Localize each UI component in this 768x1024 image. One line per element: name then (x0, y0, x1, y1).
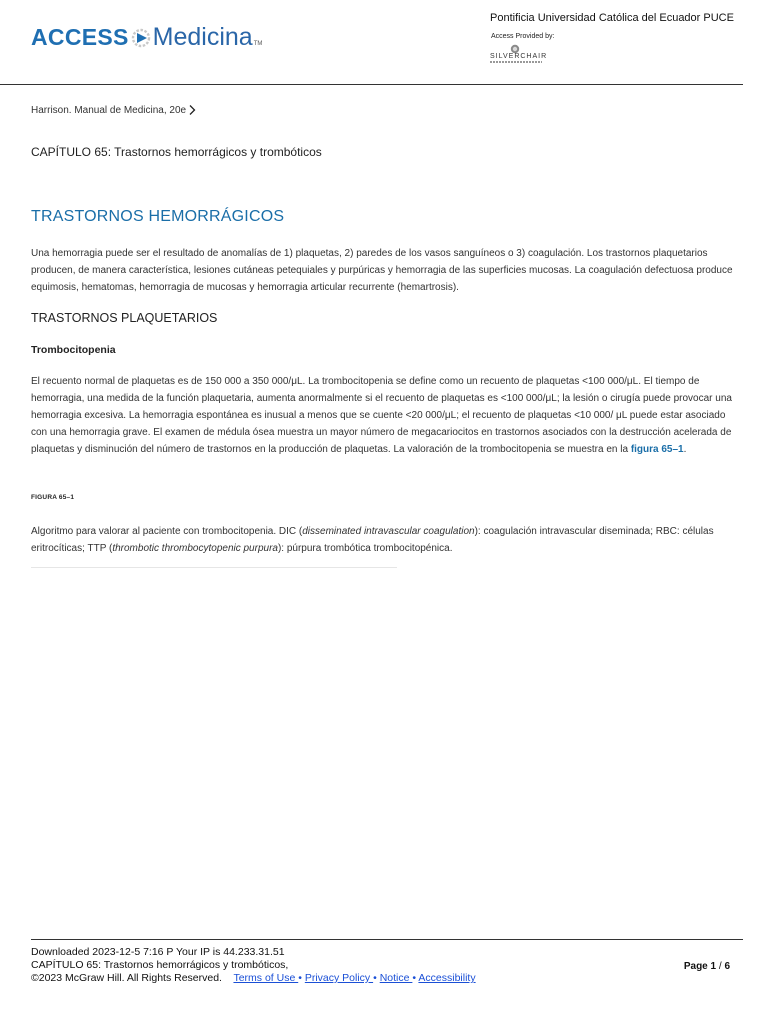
logo-gear-icon (130, 22, 152, 52)
silverchair-mark-icon (510, 41, 520, 51)
page-separator: / (718, 961, 722, 972)
page-number (684, 960, 730, 973)
institution-name: Pontificia Universidad Católica del Ecuador PUCE (490, 12, 734, 24)
footer-separator: • (412, 972, 417, 984)
logo-trademark: TM (253, 41, 263, 47)
figure-link[interactable]: figura 65–1 (630, 444, 684, 455)
thrombocytopenia-text: El recuento normal de plaquetas es de 150 000 a 350 000/μL. La trombocitopenia se define como un recuento de plaquetas <100 000/μL. El tiempo de hemorragia, una medida de la función plaquetaria, aumenta anormalmente si el recuento de plaquetas es <100 000/μL; la lesión o cirugía puede provocar una hemorragia excesiva. La hemorragia espontánea es inusual a menos que se cuente <20 000/μL; el recuento de plaquetas <10 000/ μL puede estar asociado con una hemorragia grave. El examen de médula ósea muestra un mayor número de megacariocitos en trastornos asociados con la destrucción acelerada de plaquetas y disminución del número de trastornos en la producción de plaquetas. La valoración de la trombocitopenia se muestra en la (31, 376, 732, 455)
thrombocytopenia-paragraph (31, 373, 739, 458)
page-label: Page (683, 961, 708, 972)
caption-italic-2: thrombotic thrombocytopenic purpura (112, 543, 278, 554)
page-total: 6 (724, 961, 730, 972)
thrombocytopenia-text-end: . (683, 444, 687, 455)
subsection-heading: TRASTORNOS PLAQUETARIOS (31, 311, 218, 325)
terms-of-use-link[interactable]: Terms of Use (233, 972, 299, 984)
caption-italic-1: disseminated intravascular coagulation (302, 526, 475, 537)
caption-part-1: Algoritmo para valorar al paciente con trombocitopenia. DIC ( (31, 526, 303, 537)
breadcrumb[interactable] (31, 104, 196, 116)
subsubsection-heading: Trombocitopenia (31, 344, 116, 356)
accessibility-link[interactable]: Accessibility (418, 972, 476, 984)
caption-part-2: ): coagulación intravascular diseminada; RBC: células eritrocíticas; TTP ( (31, 526, 714, 554)
figure-caption (31, 523, 739, 557)
footer-separator: • (373, 972, 377, 984)
footer-separator: • (298, 972, 302, 984)
breadcrumb-book-title[interactable]: Harrison. Manual de Medicina, 20e (31, 104, 187, 116)
logo-word-medicina: Medicina (152, 23, 253, 51)
caption-part-3: ): púrpura trombótica trombocitopénica. (277, 543, 453, 554)
chevron-right-icon (188, 104, 196, 116)
copyright-text: ©2023 McGraw Hill. All Rights Reserved. (31, 972, 222, 984)
silverchair-wordmark: SILVERCHAIR (490, 53, 548, 60)
footer-legal-line (31, 972, 743, 985)
notice-link[interactable]: Notice (379, 972, 413, 984)
page-footer (31, 946, 743, 985)
access-provided-label: Access Provided by: (491, 33, 555, 40)
header-divider (0, 84, 743, 85)
access-medicina-logo[interactable] (31, 12, 262, 52)
caption-divider (31, 567, 397, 568)
figure-label: FIGURA 65–1 (31, 494, 75, 501)
download-info: Downloaded 2023-12-5 7:16 P Your IP is 44.233.31.51 (31, 946, 285, 958)
page-current: 1 (710, 961, 717, 972)
section-heading: TRASTORNOS HEMORRÁGICOS (31, 208, 285, 225)
footer-divider (31, 939, 743, 940)
privacy-policy-link[interactable]: Privacy Policy (304, 972, 374, 984)
chapter-title: CAPÍTULO 65: Trastornos hemorrágicos y trombóticos (31, 145, 322, 159)
silverchair-tagline-mark (490, 61, 542, 63)
silverchair-logo (490, 41, 546, 65)
intro-paragraph: Una hemorragia puede ser el resultado de anomalías de 1) plaquetas, 2) paredes de los vasos sanguíneos o 3) coagulación. Los trastornos plaquetarios producen, de manera característica, lesiones cutáneas petequiales y purpúricas y hemorragia de las superficies mucosas. La coagulación defectuosa produce equimosis, hematomas, hemorragia de mucosas y hemorragia articular recurrente (hemartrosis). (31, 248, 733, 293)
logo-word-access: ACCESS (31, 24, 129, 50)
page-header (0, 0, 768, 84)
footer-chapter-title: CAPÍTULO 65: Trastornos hemorrágicos y trombóticos, (31, 959, 289, 971)
